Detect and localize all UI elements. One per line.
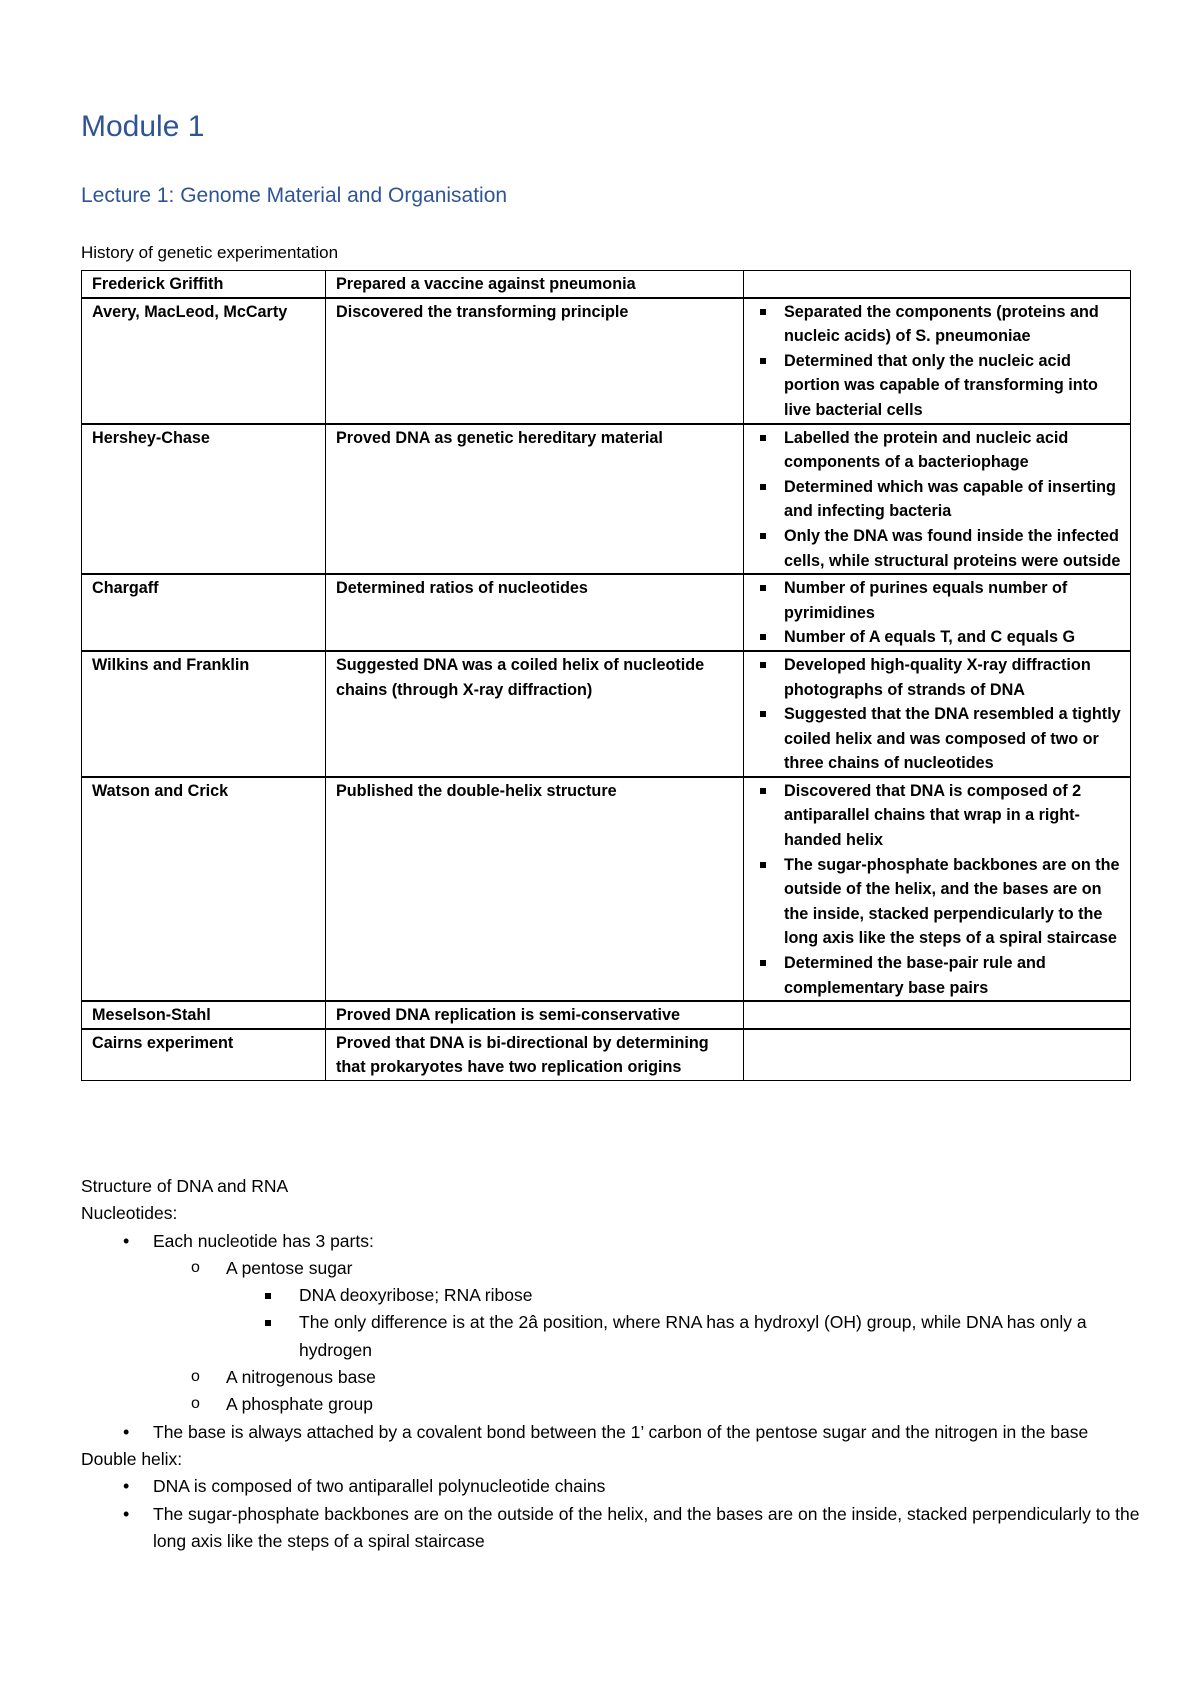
list-item: Only the DNA was found inside the infected cells, while structural proteins were outside	[784, 524, 1122, 573]
table-row	[82, 424, 1131, 575]
list-item: The sugar-phosphate backbones are on the outside of the helix, and the bases are on the inside, stacked perpendicularly to the long axis like the steps of a spiral staircase	[784, 853, 1122, 951]
table-row	[82, 1029, 1131, 1081]
list-item: • The base is always attached by a covalent bond between the 1’ carbon of the pentose sugar and the nitrogen in the base	[81, 1419, 1141, 1446]
section-title: Structure of DNA and RNA	[81, 1176, 289, 1196]
nucleotides-heading: Nucleotides:	[81, 1203, 178, 1224]
notes-section	[81, 1173, 1141, 1555]
list-item: Discovered that DNA is composed of 2 antiparallel chains that wrap in a right-handed helix	[784, 779, 1122, 853]
double-helix-heading: Double helix:	[81, 1448, 183, 1469]
list-item: DNA deoxyribose; RNA ribose	[81, 1282, 1141, 1309]
list-item: o A phosphate group	[81, 1391, 1141, 1418]
finding-cell: Prepared a vaccine against pneumonia	[326, 271, 744, 298]
details-list	[754, 576, 1122, 650]
table-row	[82, 298, 1131, 424]
details-cell	[744, 574, 1131, 651]
details-cell	[744, 1001, 1131, 1029]
module-title: Module 1	[81, 110, 205, 143]
table-row	[82, 271, 1131, 298]
finding-cell: Determined ratios of nucleotides	[326, 574, 744, 651]
scientist-cell: Cairns experiment	[82, 1029, 326, 1081]
details-cell	[744, 424, 1131, 575]
nucleotides-list	[81, 1228, 1141, 1446]
list-item: o A pentose sugar	[81, 1255, 1141, 1282]
list-item: Determined which was capable of inserting and infecting bacteria	[784, 475, 1122, 524]
list-item: • DNA is composed of two antiparallel polynucleotide chains	[81, 1473, 1141, 1500]
finding-cell: Proved DNA replication is semi-conservative	[326, 1001, 744, 1029]
scientist-cell: Frederick Griffith	[82, 271, 326, 298]
list-item: The only difference is at the 2â position, where RNA has a hydroxyl (OH) group, while DNA has only a hydrogen	[81, 1309, 1141, 1364]
details-list	[754, 779, 1122, 1000]
list-item: Determined the base-pair rule and complementary base pairs	[784, 951, 1122, 1000]
list-item: • The sugar-phosphate backbones are on the outside of the helix, and the bases are on the inside, stacked perpendicularly to the long axis like the steps of a spiral staircase	[81, 1501, 1141, 1556]
scientist-cell: Avery, MacLeod, McCarty	[82, 298, 326, 424]
details-cell	[744, 298, 1131, 424]
list-item: Number of A equals T, and C equals G	[784, 625, 1122, 650]
finding-cell: Discovered the transforming principle	[326, 298, 744, 424]
list-item: • Each nucleotide has 3 parts:	[81, 1228, 1141, 1255]
list-item: Developed high-quality X-ray diffraction photographs of strands of DNA	[784, 653, 1122, 702]
lecture-title: Lecture 1: Genome Material and Organisation	[81, 184, 508, 207]
details-list	[754, 426, 1122, 574]
history-table-body	[82, 271, 1131, 1081]
list-item: Suggested that the DNA resembled a tightly coiled helix and was composed of two or three chains of nucleotides	[784, 702, 1122, 776]
double-helix-list	[81, 1473, 1141, 1555]
finding-cell: Published the double-helix structure	[326, 777, 744, 1001]
scientist-cell: Watson and Crick	[82, 777, 326, 1001]
table-caption: History of genetic experimentation	[81, 243, 339, 262]
scientist-cell: Hershey-Chase	[82, 424, 326, 575]
details-cell	[744, 777, 1131, 1001]
list-item: o A nitrogenous base	[81, 1364, 1141, 1391]
list-item: Labelled the protein and nucleic acid components of a bacteriophage	[784, 426, 1122, 475]
details-cell	[744, 271, 1131, 298]
finding-cell: Proved that DNA is bi-directional by determining that prokaryotes have two replication origins	[326, 1029, 744, 1081]
table-row	[82, 651, 1131, 777]
details-cell	[744, 1029, 1131, 1081]
list-item: Determined that only the nucleic acid portion was capable of transforming into live bacterial cells	[784, 349, 1122, 423]
table-row	[82, 574, 1131, 651]
list-item: Separated the components (proteins and nucleic acids) of S. pneumoniae	[784, 300, 1122, 349]
table-row	[82, 777, 1131, 1001]
scientist-cell: Chargaff	[82, 574, 326, 651]
scientist-cell: Meselson-Stahl	[82, 1001, 326, 1029]
table-row	[82, 1001, 1131, 1029]
finding-cell: Proved DNA as genetic hereditary material	[326, 424, 744, 575]
scientist-cell: Wilkins and Franklin	[82, 651, 326, 777]
history-table	[81, 270, 1131, 1081]
finding-cell: Suggested DNA was a coiled helix of nucleotide chains (through X-ray diffraction)	[326, 651, 744, 777]
details-cell	[744, 651, 1131, 777]
list-item: Number of purines equals number of pyrimidines	[784, 576, 1122, 625]
details-list	[754, 300, 1122, 423]
details-list	[754, 653, 1122, 776]
